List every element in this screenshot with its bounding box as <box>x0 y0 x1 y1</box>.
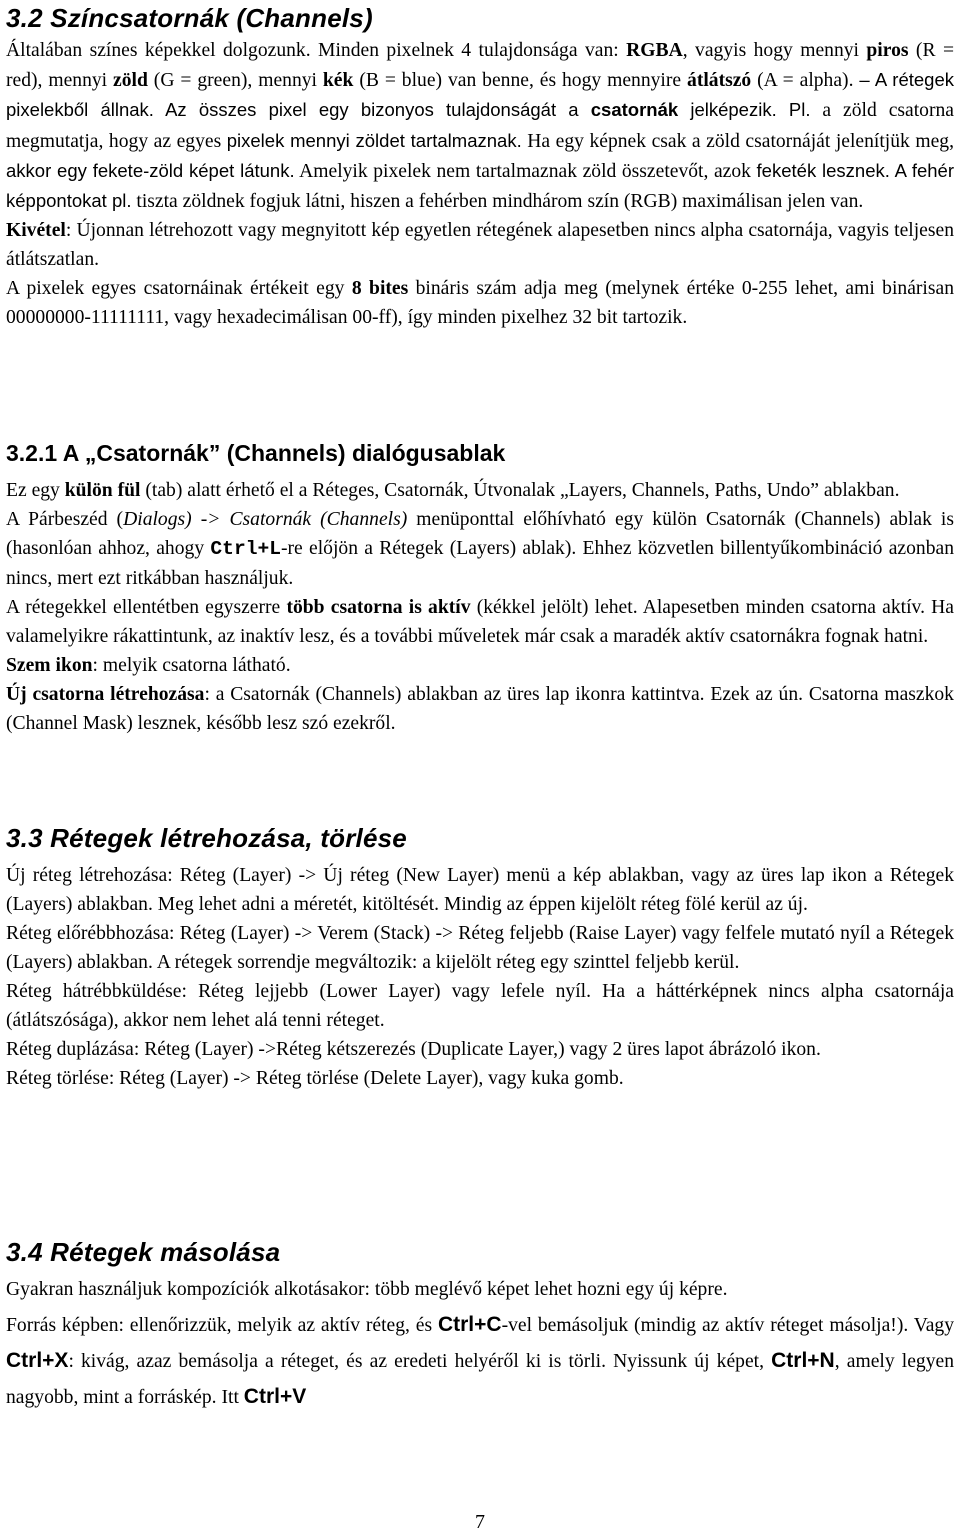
paragraph-separate-tab: Ez egy külön fül (tab) alatt érhető el a Réteges, Csatornák, Útvonalak „Layers, Channels, Paths, Undo” ablakban. <box>6 480 900 501</box>
paragraph-delete-layer: Réteg törlése: Réteg (Layer) -> Réteg törlése (Delete Layer), vagy kuka gomb. <box>6 1068 624 1089</box>
paragraph-rgba: Általában színes képekkel dolgozunk. Minden pixelnek 4 tulajdonsága van: RGBA, vagyis hogy mennyi piros (R = red), mennyi zöld (G = green), mennyi kék (B = blue) van benne, és hogy mennyire átlátszó (A = alpha). – A rétegek pixelekből állnak. Az összes pixel egy bizonyos tulajdonságát a csatornák jelképezik. Pl. a zöld csatorna megmutatja, hogy az egyes pixelek mennyi zöldet tartalmaznak. Ha egy képnek csak a zöld csatornáját jelenítjük meg, akkor egy fekete-zöld képet látunk. Amelyik pixelek nem tartalmaznak zöld összetevőt, azok feketék lesznek. A fehér képpontokat pl. tiszta zöldnek fogjuk látni, hiszen a fehérben mindhárom szín (RGB) maximálisan jelen van. <box>6 40 955 213</box>
page-number: 7 <box>475 1511 485 1533</box>
section-3-2-body <box>6 36 954 332</box>
document-page <box>6 0 954 1537</box>
paragraph-raise-layer: Réteg előrébbhozása: Réteg (Layer) -> Verem (Stack) -> Réteg feljebb (Raise Layer) vagy felfele mutató nyíl a Rétegek (Layers) ablakban. A rétegek sorrendje megváltozik: a kijelölt réteg egy szinttel feljebb kerül. <box>6 923 954 973</box>
paragraph-8-bit: A pixelek egyes csatornáinak értékeit egy 8 bites bináris szám adja meg (melynek értéke 0-255 lehet, ami binárisan 00000000-11111111, vagy hexadecimálisan 00-ff), így minden pixelhez 32 bit tartozik. <box>6 278 954 329</box>
paragraph-duplicate-layer: Réteg duplázása: Réteg (Layer) ->Réteg kétszerezés (Duplicate Layer,) vagy 2 üres lapot ábrázoló ikon. <box>6 1039 821 1060</box>
section-3-4-heading: 3.4 Rétegek másolása <box>6 1237 281 1267</box>
shortcut-ctrl-c: Ctrl+C <box>437 1313 502 1336</box>
paragraph-compositions: Gyakran használjuk kompozíciók alkotásakor: több meglévő képet lehet hozni egy új képre. <box>6 1279 728 1300</box>
shortcut-ctrl-n: Ctrl+N <box>771 1349 835 1372</box>
paragraph-lower-layer: Réteg hátrébbküldése: Réteg lejjebb (Lower Layer) vagy lefele nyíl. Ha a háttérképnek nincs alpha csatornája (átlátszósága), akkor nem lehet alá tenni réteget. <box>6 981 954 1031</box>
section-3-2-1-heading: 3.2.1 A „Csatornák” (Channels) dialógusablak <box>6 440 506 466</box>
paragraph-active-channels: A rétegekkel ellentétben egyszerre több csatorna is aktív (kékkel jelölt) lehet. Alapesetben minden csatorna aktív. Ha valamelyikre rákattintunk, az inaktív lesz, és a további műveletek már csak a maradék aktív csatornákra fognak hatni. <box>6 597 955 647</box>
section-3-4-body <box>6 1275 954 1415</box>
shortcut-ctrl-v: Ctrl+V <box>243 1385 307 1408</box>
section-3-2-1-body <box>6 476 954 738</box>
shortcut-ctrl-l: Ctrl+L <box>210 538 281 560</box>
paragraph-copy-layer: Forrás képben: ellenőrizzük, melyik az aktív réteg, és Ctrl+C-vel bemásoljuk (mindig az aktív réteget másolja!). Vagy Ctrl+X: kivág, azaz bemásolja a réteget, és az eredeti helyéről ki is törli. Nyissunk új képet, Ctrl+N, amely legyen nagyobb, mint a forráskép. Itt Ctrl+V <box>6 1313 954 1408</box>
paragraph-dialogs-menu: A Párbeszéd (Dialogs) -> Csatornák (Channels) menüponttal előhívható egy külön Csatornák (Channels) ablak is (hasonlóan ahhoz, ahogy Ctrl+L-re előjön a Rétegek (Layers) ablak). Ehhez közvetlen billentyűkombináció azonban nincs, mert ezt ritkábban használjuk. <box>6 509 954 589</box>
paragraph-eye-icon: Szem ikon: melyik csatorna látható. <box>6 655 291 676</box>
paragraph-exception: Kivétel: Újonnan létrehozott vagy megnyitott kép egyetlen rétegének alapesetben nincs alpha csatornája, vagyis teljesen átlátszatlan. <box>6 220 954 271</box>
paragraph-new-layer: Új réteg létrehozása: Réteg (Layer) -> Új réteg (New Layer) menü a kép ablakban, vagy az üres lap ikon a Rétegek (Layers) ablakban. Meg lehet adni a méretét, kitöltését. Mindig az éppen kijelölt réteg fölé kerül az új. <box>6 865 954 915</box>
shortcut-ctrl-x: Ctrl+X <box>6 1349 69 1372</box>
section-3-3-heading: 3.3 Rétegek létrehozása, törlése <box>6 823 407 853</box>
section-3-3-body <box>6 861 954 1093</box>
section-3-2-heading: 3.2 Színcsatornák (Channels) <box>6 3 373 33</box>
paragraph-new-channel: Új csatorna létrehozása: a Csatornák (Channels) ablakban az üres lap ikonra kattintva. Ezek az ún. Csatorna maszkok (Channel Mask) lesznek, később lesz szó ezekről. <box>6 684 954 734</box>
